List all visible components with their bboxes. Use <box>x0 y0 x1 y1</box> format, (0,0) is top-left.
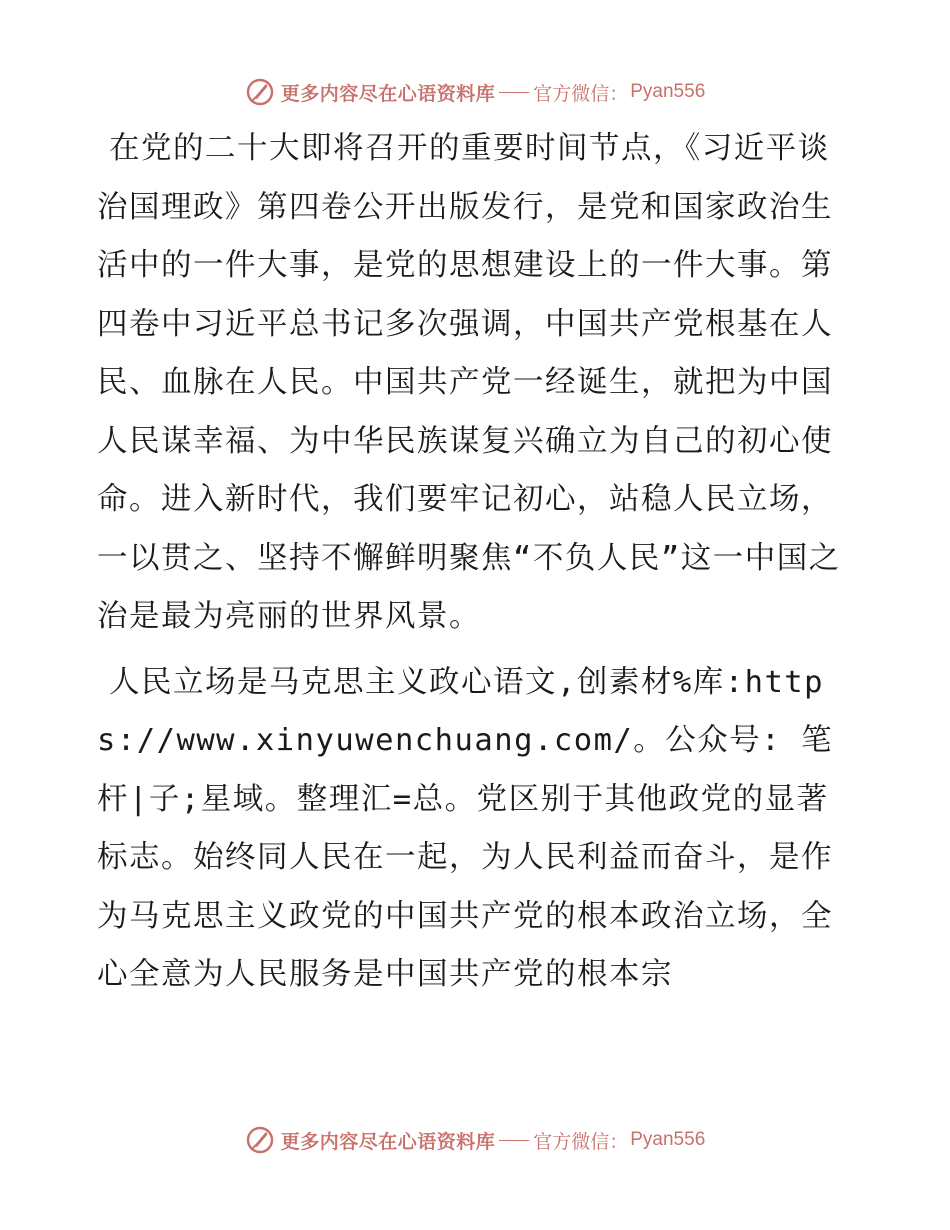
footer-watermark-banner <box>0 1120 950 1160</box>
watermark-dash <box>499 92 529 93</box>
watermark-dash <box>499 1140 529 1141</box>
header-watermark-banner <box>0 72 950 112</box>
watermark-text: 更多内容尽在心语资料库 <box>280 82 496 105</box>
wechat-label: 官方微信： <box>533 1130 629 1153</box>
watermark-text: 更多内容尽在心语资料库 <box>280 1130 496 1153</box>
paragraph-1: 在党的二十大即将召开的重要时间节点，《习近平谈治国理政》第四卷公开出版发行，是党和国家政治生活中的一件大事，是党的思想建设上的一件大事。第四卷中习近平总书记多次强调，中国共产党根基在人民、血脉在人民。中国共产党一经诞生，就把为中国人民谋幸福、为中华民族谋复兴确立为自己的初心使命。进入新时代，我们要牢记初心，站稳人民立场，一以贯之、坚持不懈鲜明聚焦“不负人民”这一中国之治是最为亮丽的世界风景。 <box>97 131 841 634</box>
wechat-label: 官方微信： <box>533 82 629 105</box>
wechat-id: Pyan556 <box>630 81 706 102</box>
feather-pen-logo-icon <box>245 1125 275 1155</box>
paragraph-2: 人民立场是马克思主义政心语文,创素材%库:https://www.xinyuwenchuang.com/。公众号: 笔杆|子;星域。整理汇=总。党区别于其他政党的显著标志。始终同人民在一起，为人民利益而奋斗，是作为马克思主义政党的中国共产党的根本政治立场，全心全意为人民服务是中国共产党的根本宗 <box>97 664 834 992</box>
feather-pen-logo-icon <box>245 77 275 107</box>
wechat-id: Pyan556 <box>630 1129 706 1150</box>
document-body <box>97 120 852 1005</box>
